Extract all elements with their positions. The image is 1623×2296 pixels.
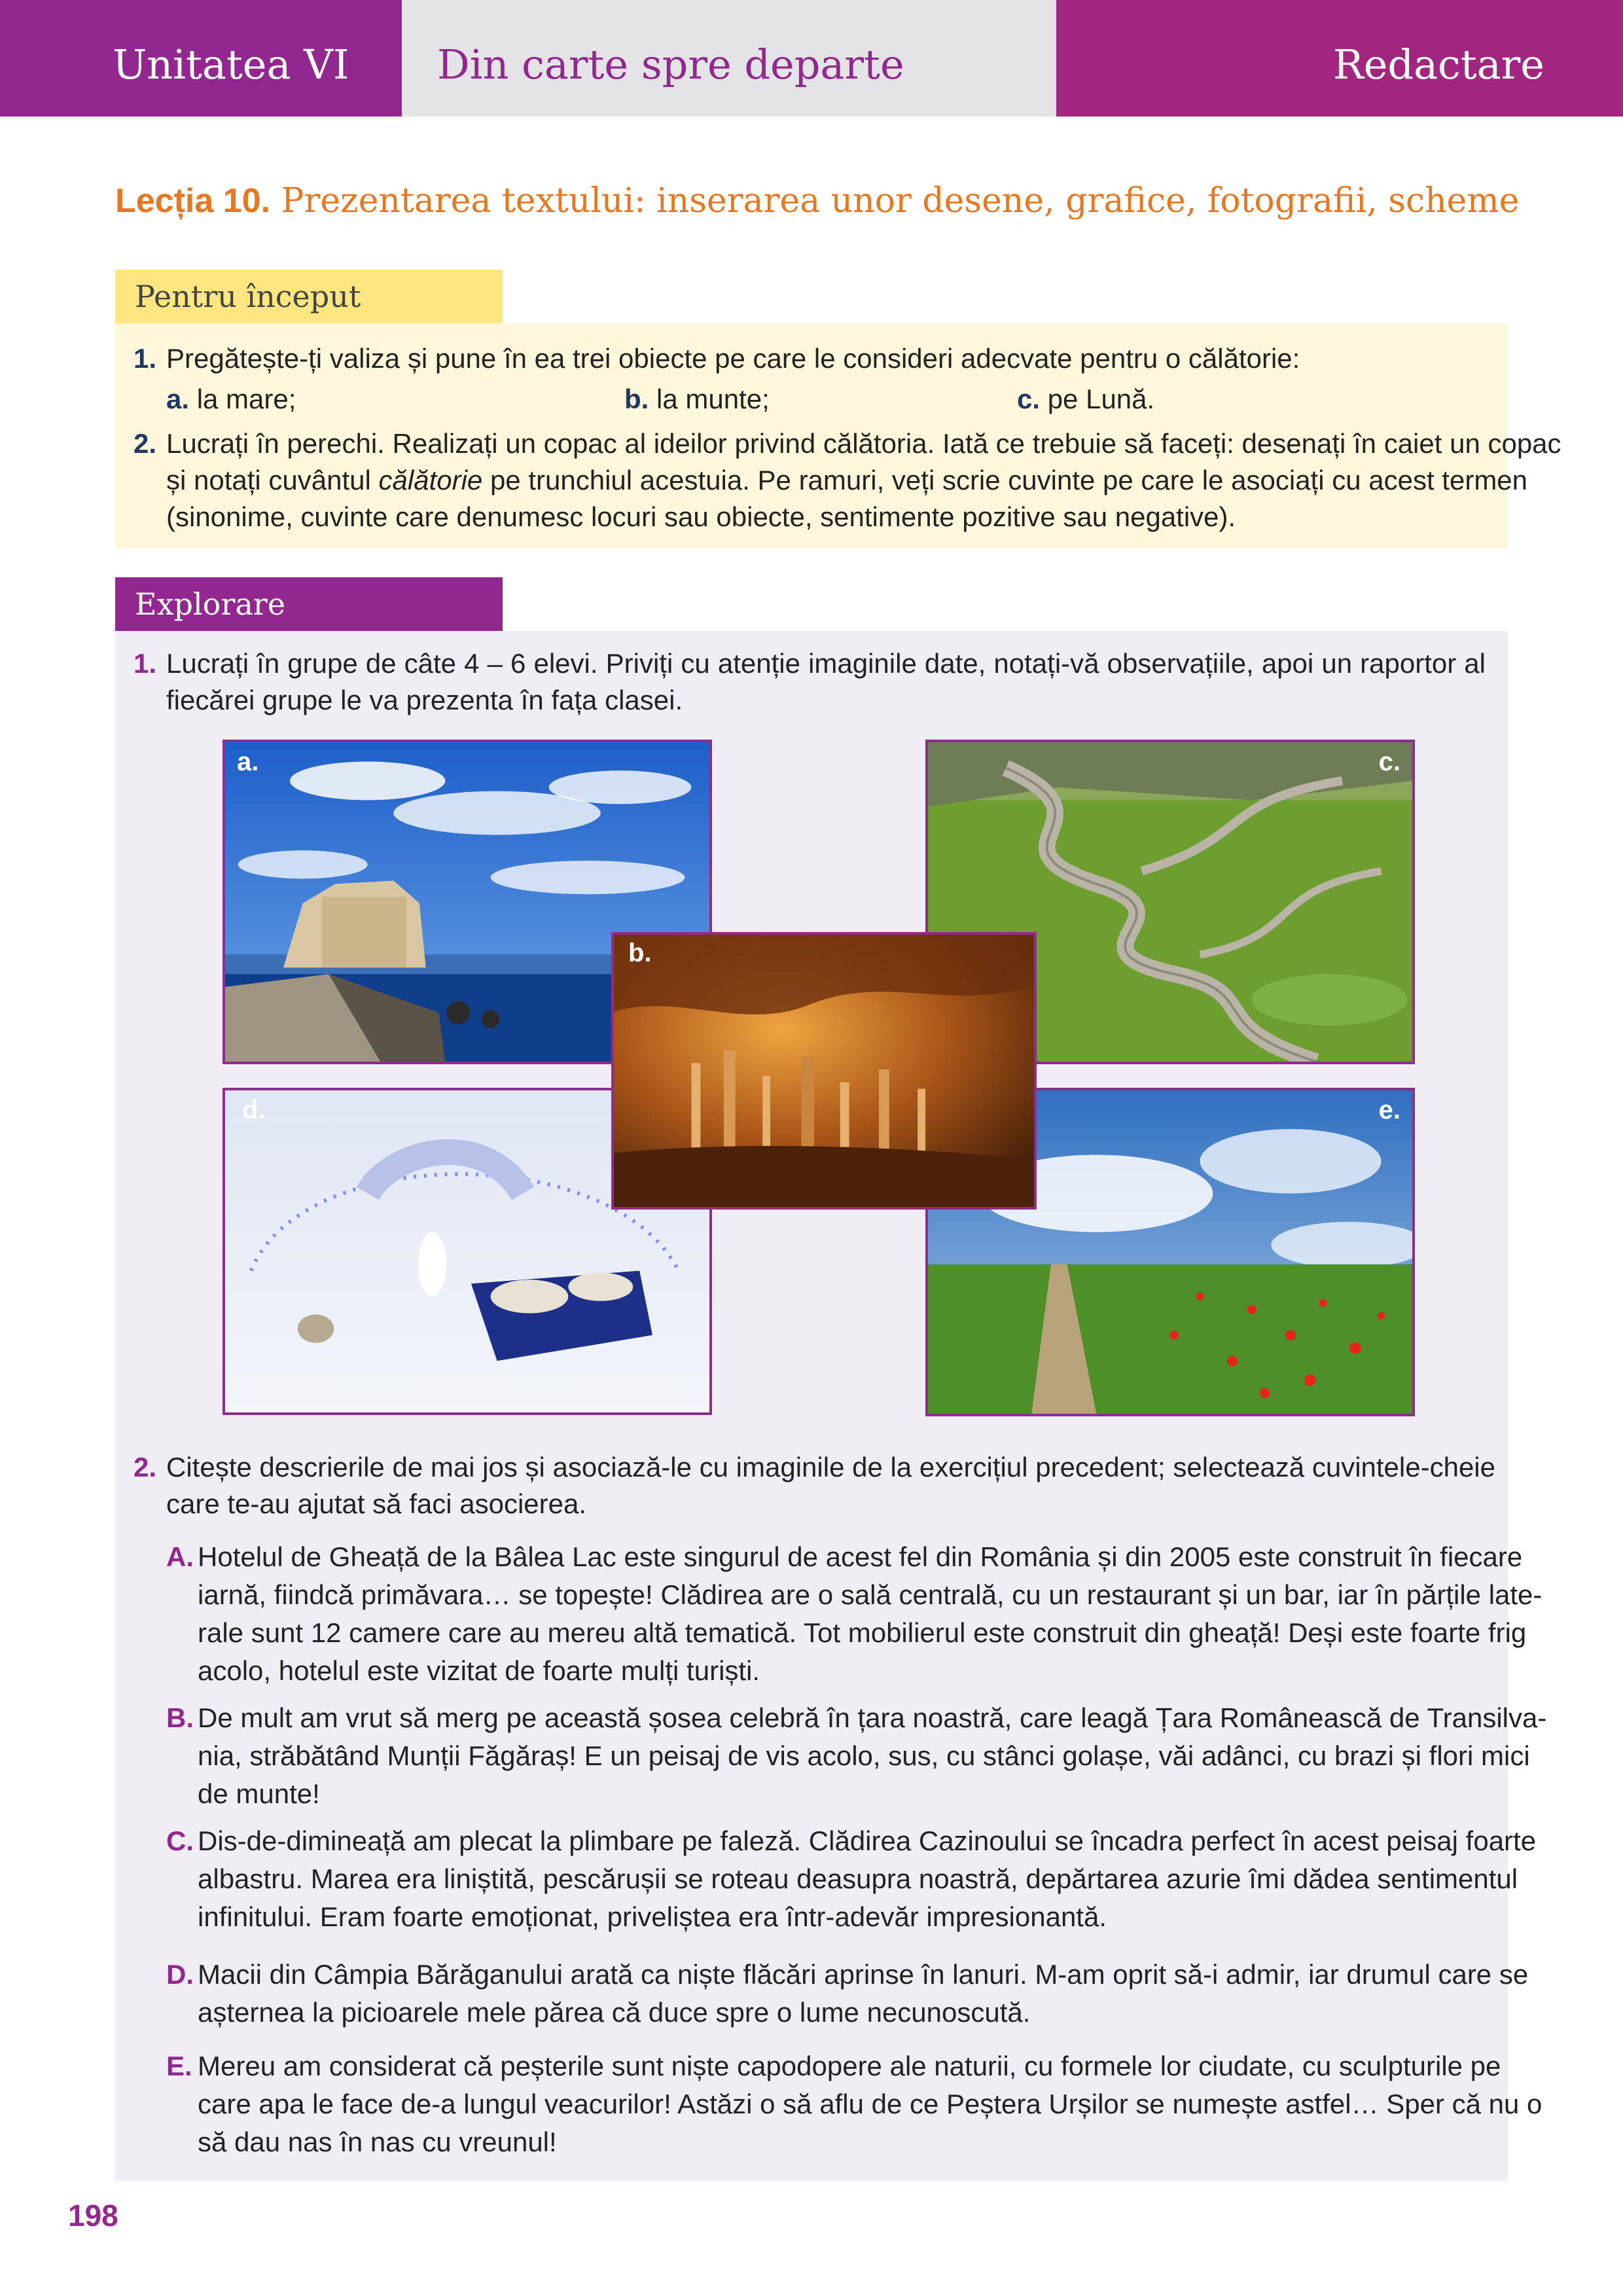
desc-d-letter: D. bbox=[166, 1959, 194, 1990]
desc-d-text: Macii din Câmpia Bărăganului arată ca niște flăcări aprinse în lanuri. M-am oprit să-i admir, iar drumul care se așternea la picioarele mele părea că duce spre o lume necunoscută. bbox=[198, 1959, 1529, 2028]
header-topic bbox=[1056, 0, 1623, 117]
lesson-title bbox=[115, 178, 1519, 224]
option-b: b. la munte; bbox=[624, 384, 770, 414]
unit-label: Unitatea VI bbox=[113, 41, 349, 88]
photo-label-a: a. bbox=[237, 747, 259, 776]
intro-ex2-number: 2. bbox=[134, 428, 157, 459]
photo-label-d: d. bbox=[242, 1096, 266, 1124]
desc-b-letter: B. bbox=[166, 1702, 194, 1733]
header-unit bbox=[0, 0, 402, 117]
photo-cave bbox=[611, 932, 1037, 1210]
desc-a-text: Hotelul de Gheață de la Bâlea Lac este singurul de acest fel din România și din 2005 este construit în fiecare iarnă, fiindcă primăvara… se topește! Clădirea are o sală centrală, cu un restaurant și un bar, iar în părțile late- rale sunt 12 camere care au mereu altă tematică. Tot mobilierul este construit din gheață! Deși este foarte frig acolo, hotelul este vizitat de foarte mulți turiști. bbox=[198, 1541, 1543, 1686]
desc-e-text: Mereu am considerat că peșterile sunt niște capodopere ale naturii, cu formele lor ciudate, cu sculpturile pe care apa le face de-a lungul veacurilor! Astăzi o să aflu de ce Peștera Urșilor se numește astfel… Sper că nu o să dau nas în nas cu vreunul! bbox=[198, 2051, 1543, 2157]
explore-tag: Explorare bbox=[115, 577, 503, 631]
explore-ex1-text: Lucrați în grupe de câte 4 – 6 elevi. Priviți cu atenție imaginile date, notați-vă observațiile, apoi un raportor al fiecărei grupe le va prezenta în fața clasei. bbox=[166, 648, 1486, 715]
desc-c-letter: C. bbox=[166, 1825, 194, 1856]
intro-ex2-text: Lucrați în perechi. Realizați un copac al ideilor privind călătoria. Iată ce trebuie să faceți: desenați în caiet un copac și notați cuvântul călătorie pe trunchiul acestuia. Pe ramuri, veți scrie cuvinte pe care le asociați cu acest termen (sinonime, cuvinte care denumesc locuri sau obiecte, sentimente pozitive sau negative). bbox=[166, 428, 1561, 532]
option-a: a. la mare; bbox=[166, 384, 296, 414]
explore-ex1-number: 1. bbox=[134, 648, 157, 679]
desc-b-text: De mult am vrut să merg pe această șosea celebră în țara noastră, care leagă Țara Românească de Transilva- nia, străbătând Munții Făgăraș! E un peisaj de vis acolo, sus, cu stânci golașe, văi adânci, cu brazi și flori mici de munte! bbox=[198, 1702, 1547, 1809]
photo-label-e: e. bbox=[1378, 1096, 1400, 1124]
explore-ex2-text: Citește descrierile de mai jos și asociază-le cu imaginile de la exercițiul precedent; selectează cuvintele-cheie care te-au ajutat să faci asocierea. bbox=[166, 1452, 1495, 1519]
desc-e-letter: E. bbox=[166, 2051, 192, 2081]
page-number: 198 bbox=[68, 2198, 118, 2233]
intro-ex1-text: Pregătește-ți valiza și pune în ea trei obiecte pe care le consideri adecvate pentru o călătorie: bbox=[166, 343, 1300, 374]
desc-a-letter: A. bbox=[166, 1541, 194, 1572]
intro-tag: Pentru început bbox=[115, 270, 503, 323]
section-title: Din carte spre departe bbox=[437, 41, 904, 88]
lesson-number: Lecția 10. bbox=[115, 182, 271, 220]
topic-label: Redactare bbox=[1333, 41, 1544, 88]
photo-label-b: b. bbox=[628, 939, 652, 967]
intro-ex1-number: 1. bbox=[134, 343, 157, 374]
desc-c-text: Dis-de-dimineață am plecat la plimbare pe faleză. Clădirea Cazinoului se încadra perfect în acest peisaj foarte albastru. Marea era liniștită, pescărușii se roteau deasupra noastră, depărtarea azurie îmi dădea sentimentul infinitului. Eram foarte emoționat, priveliștea era într-adevăr impresionantă. bbox=[198, 1825, 1537, 1932]
lesson-title-text: Prezentarea textului: inserarea unor desene, grafice, fotografii, scheme bbox=[270, 181, 1520, 221]
explore-ex2-number: 2. bbox=[134, 1452, 157, 1482]
option-c: c. pe Lună. bbox=[1017, 384, 1155, 414]
photo-label-c: c. bbox=[1378, 747, 1400, 776]
header-section bbox=[402, 0, 1056, 117]
